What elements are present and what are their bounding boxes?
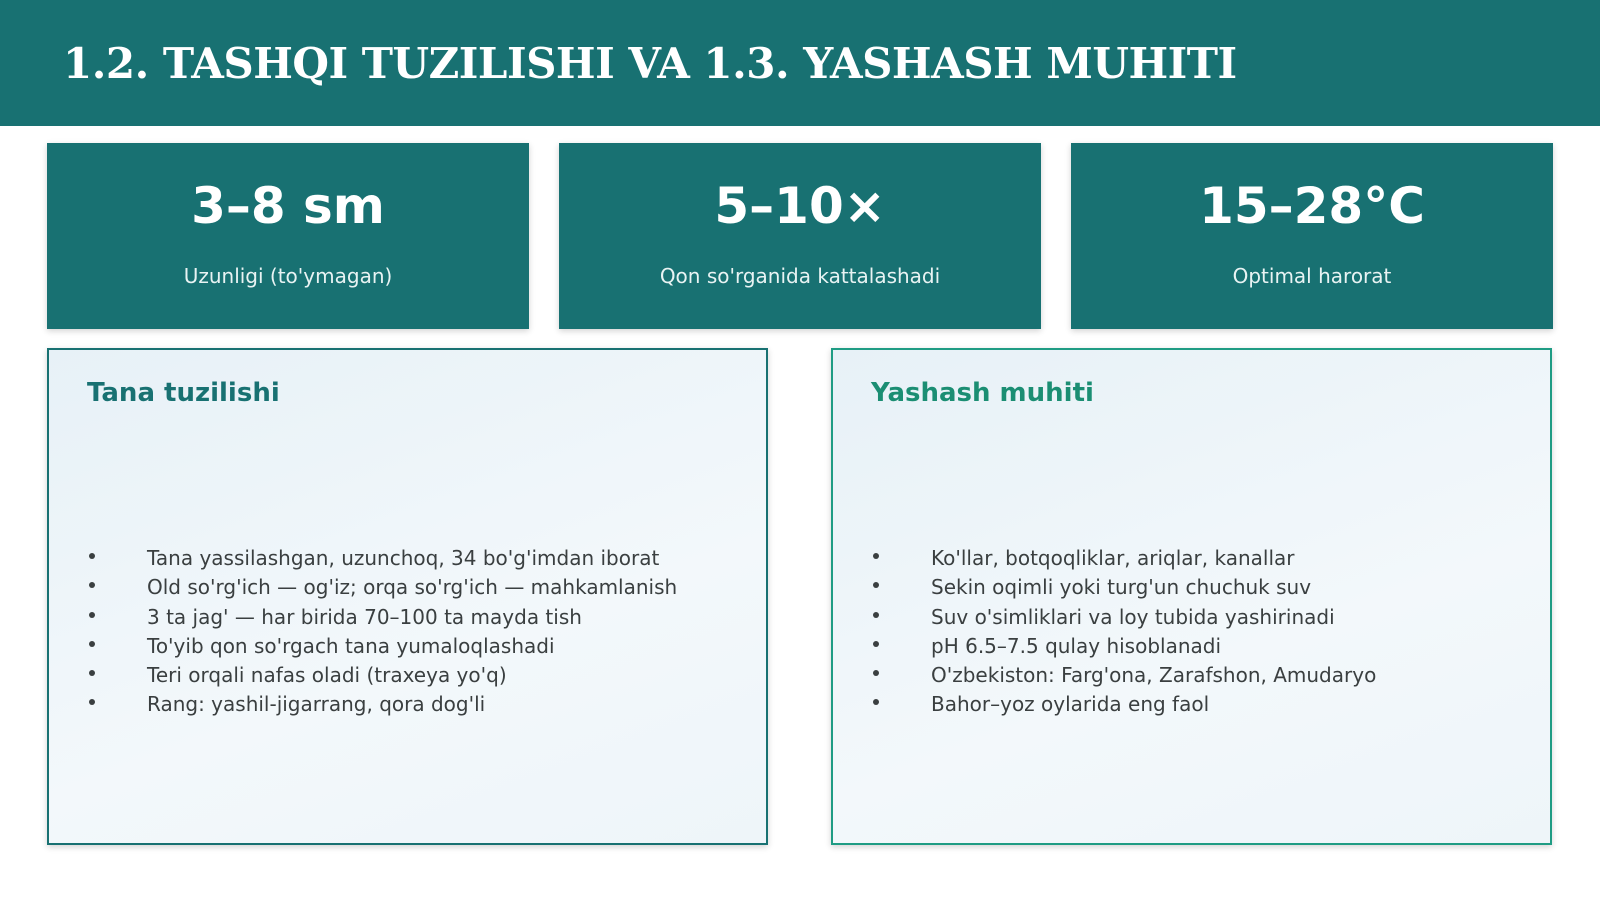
stat-card-length — [47, 143, 529, 329]
list-item — [87, 661, 677, 690]
panel-habitat — [831, 348, 1552, 845]
bullet-icon — [873, 582, 879, 588]
stat-value-temperature: 15–28°C — [1199, 177, 1425, 235]
stat-label-enlargement: Qon so'rganida kattalashadi — [659, 264, 941, 288]
list-item-text: Teri orqali nafas oladi (traxeya yo'q) — [147, 663, 507, 688]
stat-card-enlargement — [559, 143, 1041, 329]
bullet-icon — [873, 612, 879, 618]
bullet-icon — [89, 553, 95, 559]
bullet-icon — [873, 553, 879, 559]
panel-body-structure — [47, 348, 768, 845]
stat-label-length: Uzunligi (to'ymagan) — [183, 264, 393, 288]
bullet-icon — [873, 699, 879, 705]
stat-card-temperature — [1071, 143, 1553, 329]
bullet-icon — [873, 670, 879, 676]
list-item-text: To'yib qon so'rgach tana yumaloqlashadi — [147, 633, 555, 658]
panel-title-habitat: Yashash muhiti — [871, 378, 1094, 408]
list-item — [871, 573, 1376, 602]
slide-header — [0, 0, 1600, 126]
body-structure-list — [87, 544, 677, 720]
list-item-text: Suv o'simliklari va loy tubida yashirinadi — [931, 604, 1335, 629]
list-item — [87, 544, 677, 573]
stat-label-temperature: Optimal harorat — [1232, 264, 1392, 288]
list-item — [87, 603, 677, 632]
list-item-text: Sekin oqimli yoki turg'un chuchuk suv — [931, 575, 1312, 600]
bullet-icon — [89, 612, 95, 618]
stat-value-length: 3–8 sm — [191, 177, 385, 235]
list-item-text: Ko'llar, botqoqliklar, ariqlar, kanallar — [931, 546, 1295, 570]
stat-value-enlargement: 5–10× — [714, 177, 886, 235]
list-item-text: Old so'rg'ich — og'iz; orqa so'rg'ich — mahkamlanish — [147, 575, 678, 600]
list-item — [871, 632, 1376, 661]
bullet-icon — [89, 641, 95, 647]
list-item — [871, 544, 1376, 573]
list-item — [871, 690, 1376, 719]
slide-title: 1.2. TASHQI TUZILISHI VA 1.3. YASHASH MUHITI — [63, 39, 1237, 88]
list-item-text: Tana yassilashgan, uzunchoq, 34 bo'g'imdan iborat — [147, 546, 660, 570]
panel-title-body-structure: Tana tuzilishi — [87, 378, 280, 408]
list-item-text: O'zbekiston: Farg'ona, Zarafshon, Amudaryo — [931, 663, 1377, 688]
list-item-text: Rang: yashil-jigarrang, qora dog'li — [147, 692, 486, 717]
list-item — [87, 690, 677, 719]
list-item — [871, 603, 1376, 632]
list-item — [87, 632, 677, 661]
bullet-icon — [89, 699, 95, 705]
list-item-text: pH 6.5–7.5 qulay hisoblanadi — [931, 633, 1222, 658]
list-item — [871, 661, 1376, 690]
list-item-text: 3 ta jag' — har birida 70–100 ta mayda tish — [147, 604, 582, 629]
list-item — [87, 573, 677, 602]
bullet-icon — [873, 641, 879, 647]
bullet-icon — [89, 582, 95, 588]
habitat-list — [871, 544, 1376, 720]
list-item-text: Bahor–yoz oylarida eng faol — [931, 692, 1210, 717]
bullet-icon — [89, 670, 95, 676]
